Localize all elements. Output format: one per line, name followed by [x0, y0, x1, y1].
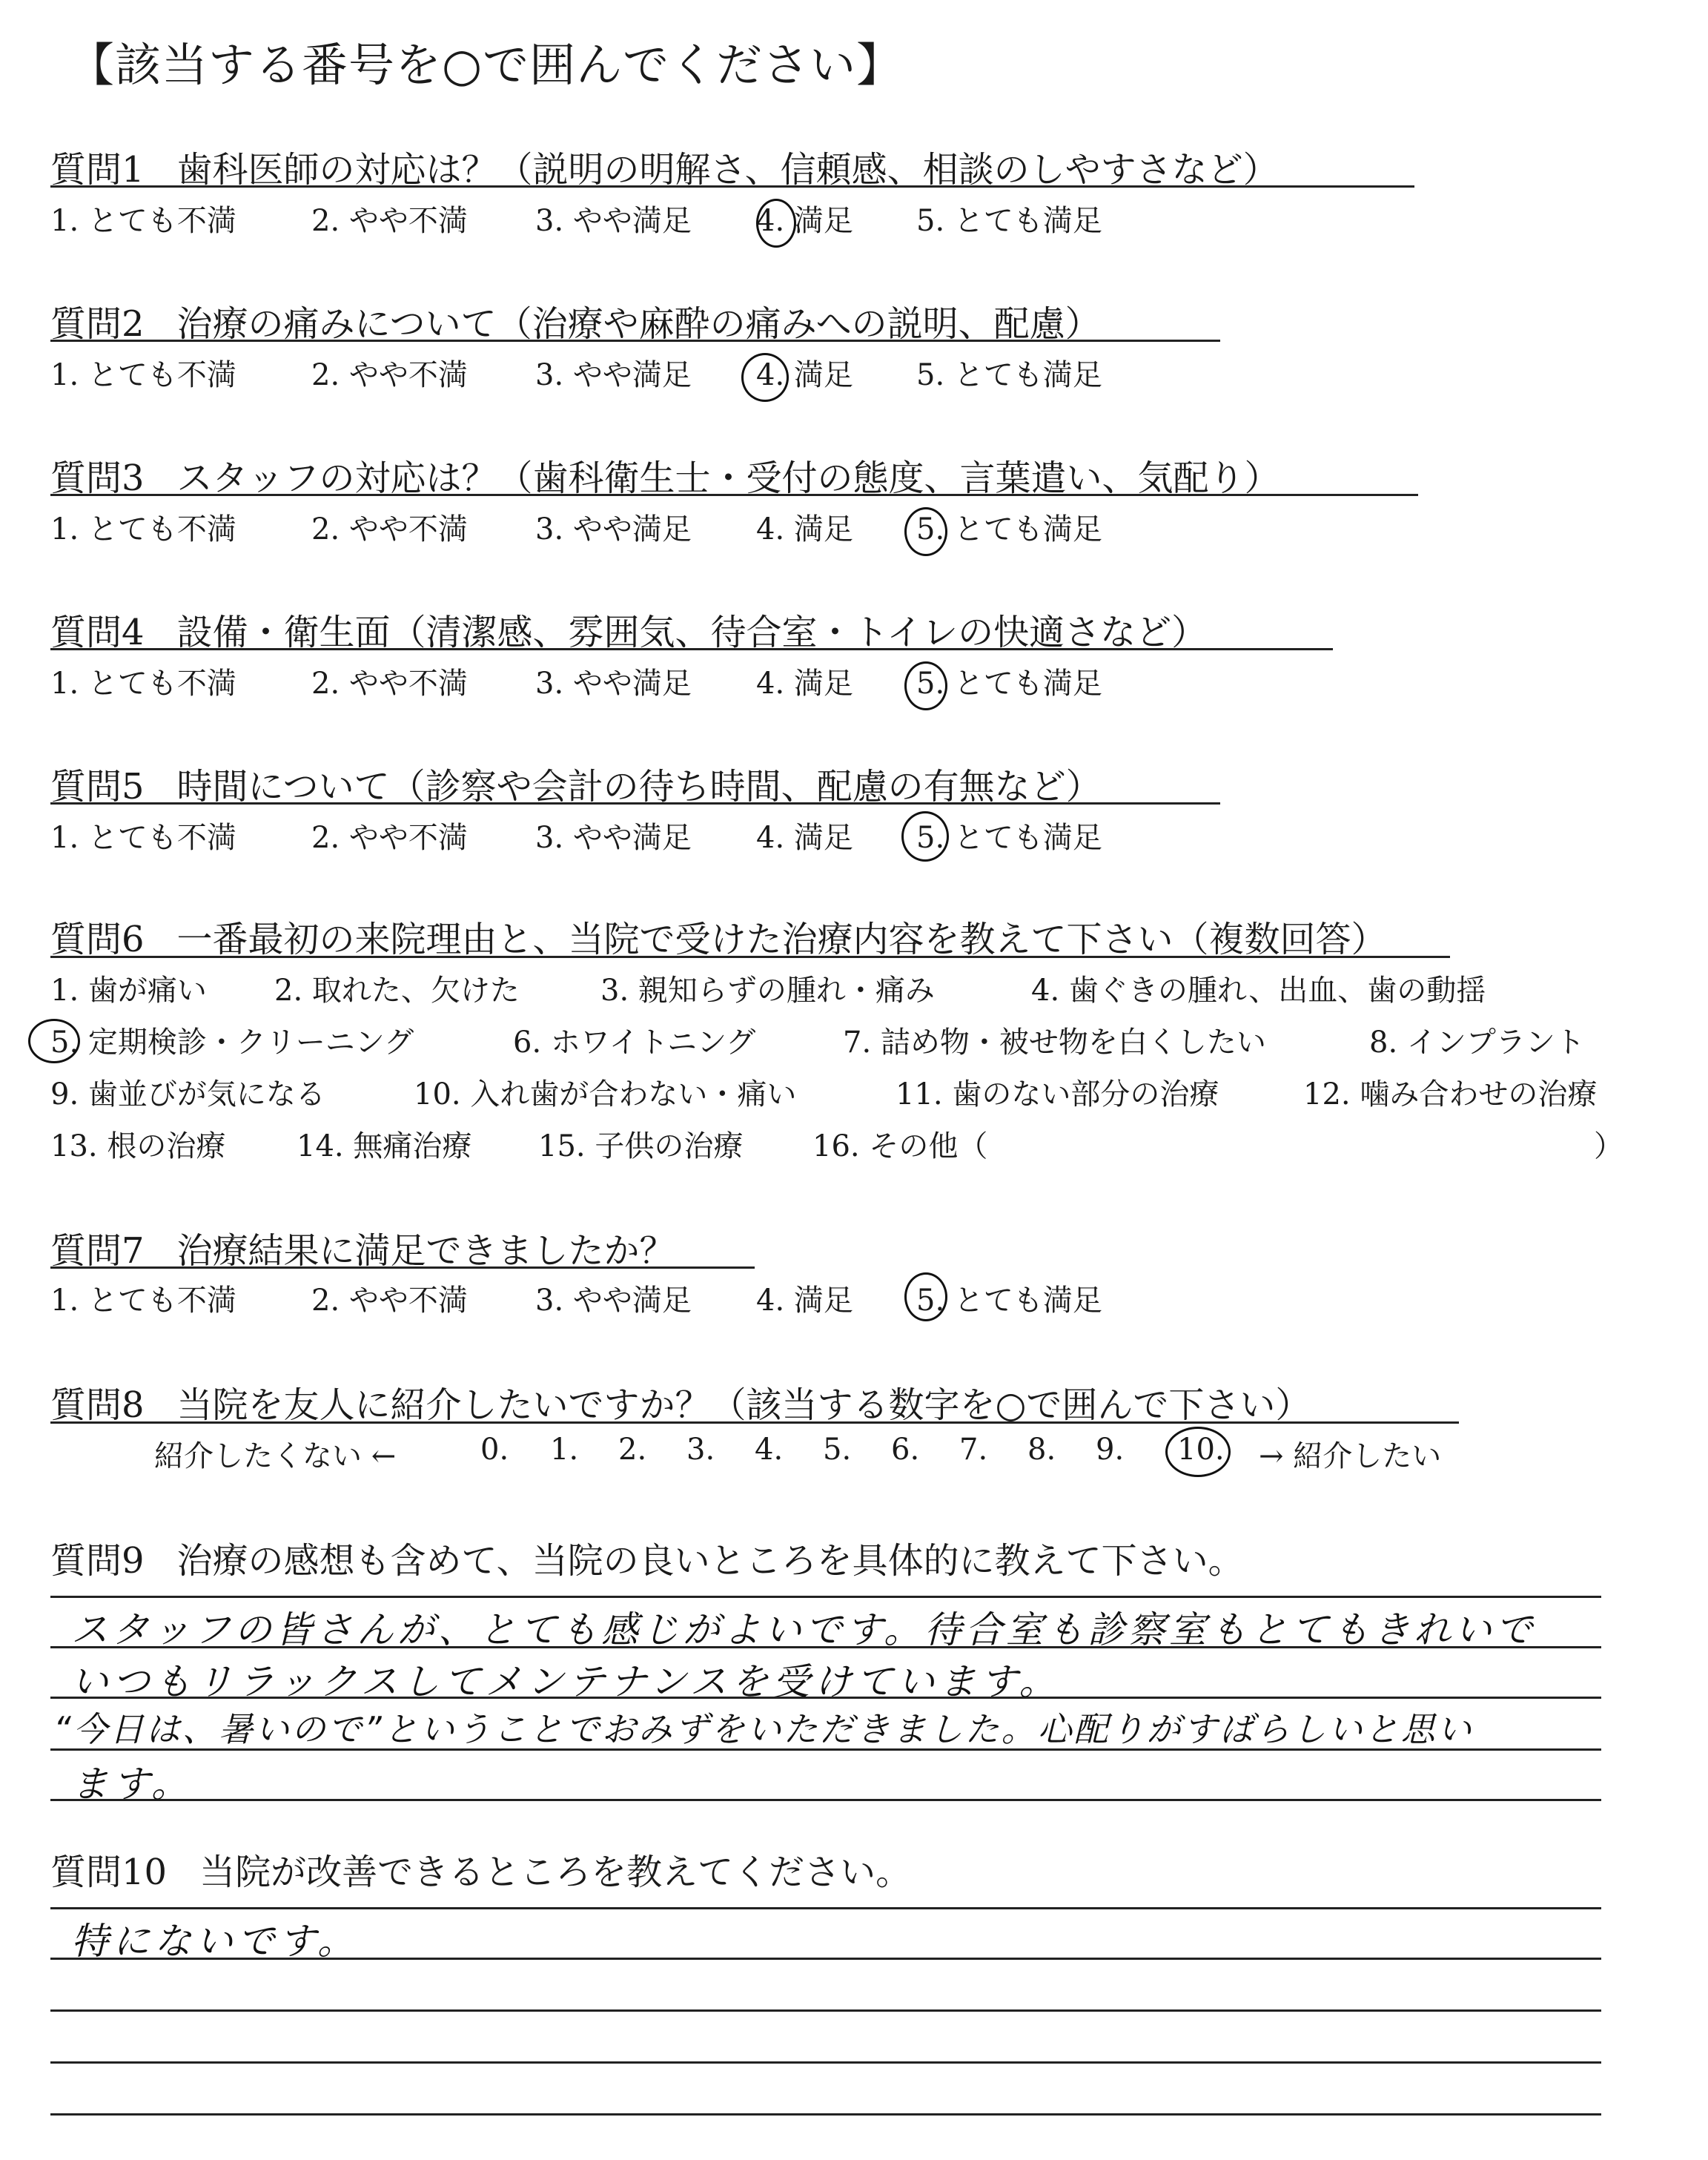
selection-circle: [904, 661, 947, 710]
scale-3[interactable]: 3.: [686, 1433, 715, 1467]
question-text: 当院を友人に紹介したいですか？（該当する数字を○で囲んで下さい）: [176, 1384, 1311, 1426]
other-close-paren: ）: [1594, 1129, 1623, 1163]
q6-option-9[interactable]: 9. 歯並びが気になる: [50, 1077, 325, 1112]
scale-5[interactable]: 5.: [823, 1433, 852, 1467]
question-text: 時間について（診察や会計の待ち時間、配慮の有無など）: [176, 766, 1102, 807]
q5-option-3[interactable]: 3. やや満足: [535, 821, 692, 855]
q3-option-3[interactable]: 3. やや満足: [535, 512, 692, 546]
question-number: 質問1: [50, 149, 145, 191]
question-2-heading: [50, 295, 1101, 346]
q9-answer-line-3: “今日は、暑いので”ということでおみずをいただきました。心配りがすばらしいと思い: [53, 1709, 1474, 1749]
q9-answer-line-4: ます。: [71, 1763, 193, 1806]
q5-option-2[interactable]: 2. やや不満: [311, 821, 468, 855]
q2-option-5[interactable]: 5. とても満足: [916, 358, 1102, 392]
q6-option-7[interactable]: 7. 詰め物・被せ物を白くしたい: [843, 1025, 1266, 1060]
question-text: 設備・衛生面（清潔感、雰囲気、待合室・トイレの快適さなど）: [176, 612, 1208, 653]
q6-option-14[interactable]: 14. 無痛治療: [297, 1129, 472, 1163]
question-text: 当院が改善できるところを教えてください。: [199, 1852, 912, 1893]
answer-rule: [50, 1596, 1601, 1598]
q4-option-5[interactable]: 5. とても満足: [916, 667, 1102, 701]
question-3-heading: [50, 449, 1280, 501]
q7-option-3[interactable]: 3. やや満足: [535, 1284, 692, 1318]
q1-option-3[interactable]: 3. やや満足: [535, 204, 692, 238]
question-number: 質問9: [50, 1540, 145, 1582]
q4-option-3[interactable]: 3. やや満足: [535, 667, 692, 701]
answer-rule: [50, 1907, 1601, 1909]
q2-option-1[interactable]: 1. とても不満: [50, 358, 236, 392]
q6-option-4[interactable]: 4. 歯ぐきの腫れ、出血、歯の動揺: [1031, 974, 1486, 1008]
selection-circle: [1165, 1427, 1231, 1477]
scale-0[interactable]: 0.: [480, 1433, 509, 1467]
q3-option-1[interactable]: 1. とても不満: [50, 512, 236, 546]
q2-option-2[interactable]: 2. やや不満: [311, 358, 468, 392]
q3-option-2[interactable]: 2. やや不満: [311, 512, 468, 546]
question-number: 質問10: [50, 1852, 168, 1893]
question-underline: [50, 185, 1414, 188]
selection-circle: [904, 507, 947, 556]
selection-circle: [901, 811, 949, 862]
question-underline: [50, 1266, 755, 1269]
q6-option-11[interactable]: 11. 歯のない部分の治療: [896, 1077, 1219, 1112]
question-9-heading: [50, 1532, 1244, 1583]
question-text: スタッフの対応は？（歯科衛生士・受付の態度、言葉遣い、気配り）: [176, 458, 1280, 499]
selection-circle: [28, 1019, 80, 1063]
answer-rule: [50, 2009, 1601, 2012]
q5-option-1[interactable]: 1. とても不満: [50, 821, 236, 855]
question-4-heading: [50, 604, 1207, 655]
scale-left-label: 紹介したくない ←: [154, 1439, 397, 1473]
scale-8[interactable]: 8.: [1027, 1433, 1056, 1467]
selection-circle: [904, 1272, 947, 1321]
question-7-heading: [50, 1222, 675, 1273]
scale-10[interactable]: 10.: [1177, 1433, 1225, 1467]
scale-2[interactable]: 2.: [618, 1433, 647, 1467]
q6-option-2[interactable]: 2. 取れた、欠けた: [274, 974, 520, 1008]
question-8-heading: [50, 1376, 1311, 1427]
q3-option-4[interactable]: 4. 満足: [756, 512, 853, 546]
answer-rule: [50, 2061, 1601, 2064]
question-6-heading: [50, 911, 1387, 962]
question-10-heading: [50, 1843, 911, 1895]
scale-7[interactable]: 7.: [959, 1433, 988, 1467]
question-text: 歯科医師の対応は？（説明の明解さ、信頼感、相談のしやすさなど）: [176, 149, 1279, 191]
q1-option-1[interactable]: 1. とても不満: [50, 204, 236, 238]
q2-option-4[interactable]: 4. 満足: [756, 358, 853, 392]
scale-1[interactable]: 1.: [550, 1433, 579, 1467]
q6-option-8[interactable]: 8. インプラント: [1369, 1025, 1585, 1060]
q6-option-13[interactable]: 13. 根の治療: [50, 1129, 226, 1163]
question-number: 質問7: [50, 1230, 145, 1272]
scale-right-label: → 紹介したい: [1259, 1439, 1442, 1473]
q4-option-2[interactable]: 2. やや不満: [311, 667, 468, 701]
question-underline: [50, 956, 1450, 958]
q4-option-4[interactable]: 4. 満足: [756, 667, 853, 701]
question-number: 質問6: [50, 919, 145, 960]
q3-option-5[interactable]: 5. とても満足: [916, 512, 1102, 546]
q1-option-4[interactable]: 4. 満足: [756, 204, 853, 238]
q6-option-12[interactable]: 12. 噛み合わせの治療: [1303, 1077, 1598, 1112]
scale-6[interactable]: 6.: [891, 1433, 920, 1467]
question-text: 治療の感想も含めて、当院の良いところを具体的に教えて下さい。: [176, 1540, 1244, 1582]
q6-option-15[interactable]: 15. 子供の治療: [538, 1129, 744, 1163]
question-number: 質問4: [50, 612, 145, 653]
question-text: 治療結果に満足できましたか？: [176, 1230, 675, 1272]
q6-option-1[interactable]: 1. 歯が痛い: [50, 974, 207, 1008]
q2-option-3[interactable]: 3. やや満足: [535, 358, 692, 392]
question-5-heading: [50, 758, 1102, 809]
q10-answer-line-1: 特にないです。: [71, 1920, 359, 1963]
q6-option-10[interactable]: 10. 入れ歯が合わない・痛い: [414, 1077, 797, 1112]
question-underline: [50, 648, 1333, 650]
question-number: 質問5: [50, 766, 145, 807]
answer-rule: [50, 2113, 1601, 2116]
q7-option-1[interactable]: 1. とても不満: [50, 1284, 236, 1318]
answer-rule: [50, 1799, 1601, 1801]
q5-option-5[interactable]: 5. とても満足: [916, 821, 1102, 855]
q4-option-1[interactable]: 1. とても不満: [50, 667, 236, 701]
question-underline: [50, 340, 1220, 342]
question-text: 治療の痛みについて（治療や麻酔の痛みへの説明、配慮）: [176, 303, 1101, 345]
q1-option-2[interactable]: 2. やや不満: [311, 204, 468, 238]
q9-answer-line-1: スタッフの皆さんが、とても感じがよいです。待合室も診察室もとてもきれいで: [71, 1608, 1536, 1651]
question-underline: [50, 494, 1418, 496]
q6-option-16[interactable]: 16. その他（: [812, 1129, 988, 1163]
selection-circle: [741, 353, 789, 402]
q7-option-2[interactable]: 2. やや不満: [311, 1284, 468, 1318]
scale-4[interactable]: 4.: [755, 1433, 784, 1467]
selection-circle: [756, 199, 796, 248]
q5-option-4[interactable]: 4. 満足: [756, 821, 853, 855]
q6-option-6[interactable]: 6. ホワイトニング: [513, 1025, 756, 1060]
q1-option-5[interactable]: 5. とても満足: [916, 204, 1102, 238]
q9-answer-line-2: いつもリラックスしてメンテナンスを受けています。: [71, 1660, 1061, 1703]
scale-9[interactable]: 9.: [1096, 1433, 1125, 1467]
q7-option-5[interactable]: 5. とても満足: [916, 1284, 1102, 1318]
question-number: 質問3: [50, 458, 145, 499]
question-text: 一番最初の来院理由と、当院で受けた治療内容を教えて下さい（複数回答）: [176, 919, 1387, 960]
question-1-heading: [50, 141, 1279, 192]
question-number: 質問8: [50, 1384, 145, 1426]
q6-option-3[interactable]: 3. 親知らずの腫れ・痛み: [600, 974, 935, 1008]
question-underline: [50, 1421, 1459, 1424]
question-underline: [50, 802, 1220, 805]
page-title: 【該当する番号を○で囲んでください】: [68, 38, 904, 92]
q6-option-5[interactable]: 5. 定期検診・クリーニング: [50, 1025, 414, 1060]
q7-option-4[interactable]: 4. 満足: [756, 1284, 853, 1318]
question-number: 質問2: [50, 303, 145, 345]
